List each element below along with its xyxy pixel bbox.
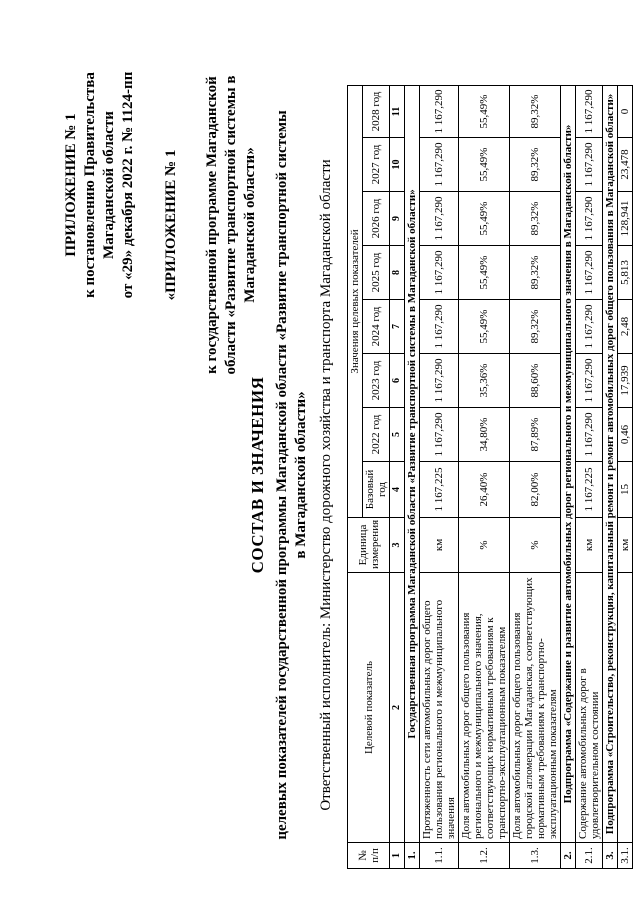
col-header-indicator: Целевой показатель: [348, 573, 390, 843]
column-number: 5: [390, 408, 405, 462]
table-row: [510, 85, 561, 868]
row-value: 17,939: [618, 354, 633, 408]
row-value: 89,32%: [510, 138, 561, 192]
col-header-num: № п/п: [348, 843, 390, 869]
title-line: в Магаданской области»: [293, 391, 309, 559]
row-num: 1.3.: [510, 843, 561, 869]
program-appendix-line: к государственной программе Магаданской: [204, 76, 220, 374]
document-title: [248, 105, 311, 845]
row-value: 34,80%: [459, 408, 510, 462]
row-num: 1.2.: [459, 843, 510, 869]
row-value: 1 167,225: [576, 462, 603, 518]
responsible-executor: Ответственный исполнитель: Министерство дорожного хозяйства и транспорта Магаданской области: [318, 159, 334, 811]
row-value: 82,00%: [510, 462, 561, 518]
row-value: 128,941: [618, 192, 633, 246]
column-number: 7: [390, 300, 405, 354]
program-appendix-header: [162, 55, 260, 395]
row-value: 1 167,290: [420, 192, 459, 246]
row-value: 87,89%: [510, 408, 561, 462]
table-head: [348, 85, 405, 868]
appendix-header-line: Магаданской области: [101, 111, 117, 259]
row-value: 1 167,225: [420, 462, 459, 518]
column-number: 6: [390, 354, 405, 408]
column-number: 11: [390, 85, 405, 137]
program-appendix-line: Магаданской области»: [242, 147, 258, 303]
row-unit: %: [459, 518, 510, 573]
row-value: 1 167,290: [420, 85, 459, 137]
row-value: 2,48: [618, 300, 633, 354]
column-number: 9: [390, 192, 405, 246]
col-header-year: 2026 год: [363, 192, 390, 246]
row-value: 1 167,290: [576, 85, 603, 137]
row-value: 55,49%: [459, 138, 510, 192]
row-unit: км: [576, 518, 603, 573]
row-value: 1 167,290: [420, 408, 459, 462]
col-header-year: 2024 год: [363, 300, 390, 354]
row-value: 23,478: [618, 138, 633, 192]
title-line: целевых показателей государственной программы Магаданской области «Развитие транспортной системы: [274, 110, 290, 840]
col-header-year: 2023 год: [363, 354, 390, 408]
section-num: 3.: [603, 843, 618, 869]
row-value: 88,60%: [510, 354, 561, 408]
col-header-year: Базовый год: [363, 462, 390, 518]
program-appendix-line: области «Развитие транспортной системы в: [223, 75, 239, 375]
row-value: 55,49%: [459, 300, 510, 354]
col-header-year: 2025 год: [363, 246, 390, 300]
appendix-header-line: ПРИЛОЖЕНИЕ № 1: [63, 113, 79, 257]
column-number: 8: [390, 246, 405, 300]
row-value: 26,40%: [459, 462, 510, 518]
row-unit: км: [618, 518, 633, 573]
table-body: [405, 85, 633, 868]
row-value: 89,32%: [510, 85, 561, 137]
col-header-year: 2027 год: [363, 138, 390, 192]
row-value: 89,32%: [510, 300, 561, 354]
table-row: [618, 85, 633, 868]
table-row: [459, 85, 510, 868]
appendix-header: [62, 65, 138, 305]
row-value: 1 167,290: [576, 300, 603, 354]
col-header-values-group: Значения целевых показателей: [348, 85, 363, 517]
table-row: [420, 85, 459, 868]
row-value: 1 167,290: [420, 246, 459, 300]
row-value: 0: [618, 85, 633, 137]
row-value: 89,32%: [510, 192, 561, 246]
row-value: 15: [618, 462, 633, 518]
row-value: 55,49%: [459, 85, 510, 137]
row-value: 1 167,290: [420, 354, 459, 408]
col-header-year: 2028 год: [363, 85, 390, 137]
title-main: СОСТАВ И ЗНАЧЕНИЯ: [248, 376, 267, 574]
row-value: 1 167,290: [576, 192, 603, 246]
row-value: 1 167,290: [576, 138, 603, 192]
appendix-header-line: от «29» декабря 2022 г. № 1124-пп: [120, 71, 136, 299]
row-num: 3.1.: [618, 843, 633, 869]
row-indicator: Протяженность сети автомобильных дорог общего пользования регионального и межмуниципального значения: [420, 573, 459, 843]
row-value: 55,49%: [459, 192, 510, 246]
column-number: 3: [390, 518, 405, 573]
row-value: 0,46: [618, 408, 633, 462]
section-num: 2.: [561, 843, 576, 869]
row-value: 89,32%: [510, 246, 561, 300]
section-row: [405, 85, 420, 868]
row-unit: км: [420, 518, 459, 573]
indicators-table: [347, 85, 633, 869]
row-value: 35,36%: [459, 354, 510, 408]
column-number: 4: [390, 462, 405, 518]
row-indicator: Доля автомобильных дорог общего пользования регионального и межмуниципального значения, соответствующих нормативным требованиям к транспортно-эксплуатационным показателям: [459, 573, 510, 843]
section-row: [603, 85, 618, 868]
row-indicator: [618, 573, 633, 843]
row-num: 2.1.: [576, 843, 603, 869]
row-value: 1 167,290: [576, 354, 603, 408]
program-appendix-line: «ПРИЛОЖЕНИЕ № 1: [163, 149, 179, 301]
row-unit: %: [510, 518, 561, 573]
column-number: 1: [390, 843, 405, 869]
section-title: Государственная программа Магаданской области «Развитие транспортной системы в Магаданской области»: [405, 85, 420, 842]
row-value: 5,813: [618, 246, 633, 300]
section-row: [561, 85, 576, 868]
row-indicator: Содержание автомобильных дорог в удовлетворительном состоянии: [576, 573, 603, 843]
row-value: 55,49%: [459, 246, 510, 300]
section-title: Подпрограмма «Строительство, реконструкция, капитальный ремонт и ремонт автомобильных дорог общего пользования в Магаданской области»: [603, 85, 618, 842]
table-row: [576, 85, 603, 868]
column-number: 10: [390, 138, 405, 192]
column-numbers-row: [390, 85, 405, 868]
section-title: Подпрограмма «Содержание и развитие автомобильных дорог регионального и межмуниципального значения в Магаданской области»: [561, 85, 576, 842]
row-num: 1.1.: [420, 843, 459, 869]
col-header-unit: Единица измерения: [348, 518, 390, 573]
row-indicator: Доля автомобильных дорог общего пользования городской агломерации Магаданская, соответствующих нормативным требованиям к транспортно-эксплуатационным показателям: [510, 573, 561, 843]
appendix-header-line: к постановлению Правительства: [82, 72, 98, 298]
row-value: 1 167,290: [420, 300, 459, 354]
row-value: 1 167,290: [576, 246, 603, 300]
row-value: 1 167,290: [420, 138, 459, 192]
section-num: 1.: [405, 843, 420, 869]
col-header-year: 2022 год: [363, 408, 390, 462]
column-number: 2: [390, 573, 405, 843]
row-value: 1 167,290: [576, 408, 603, 462]
